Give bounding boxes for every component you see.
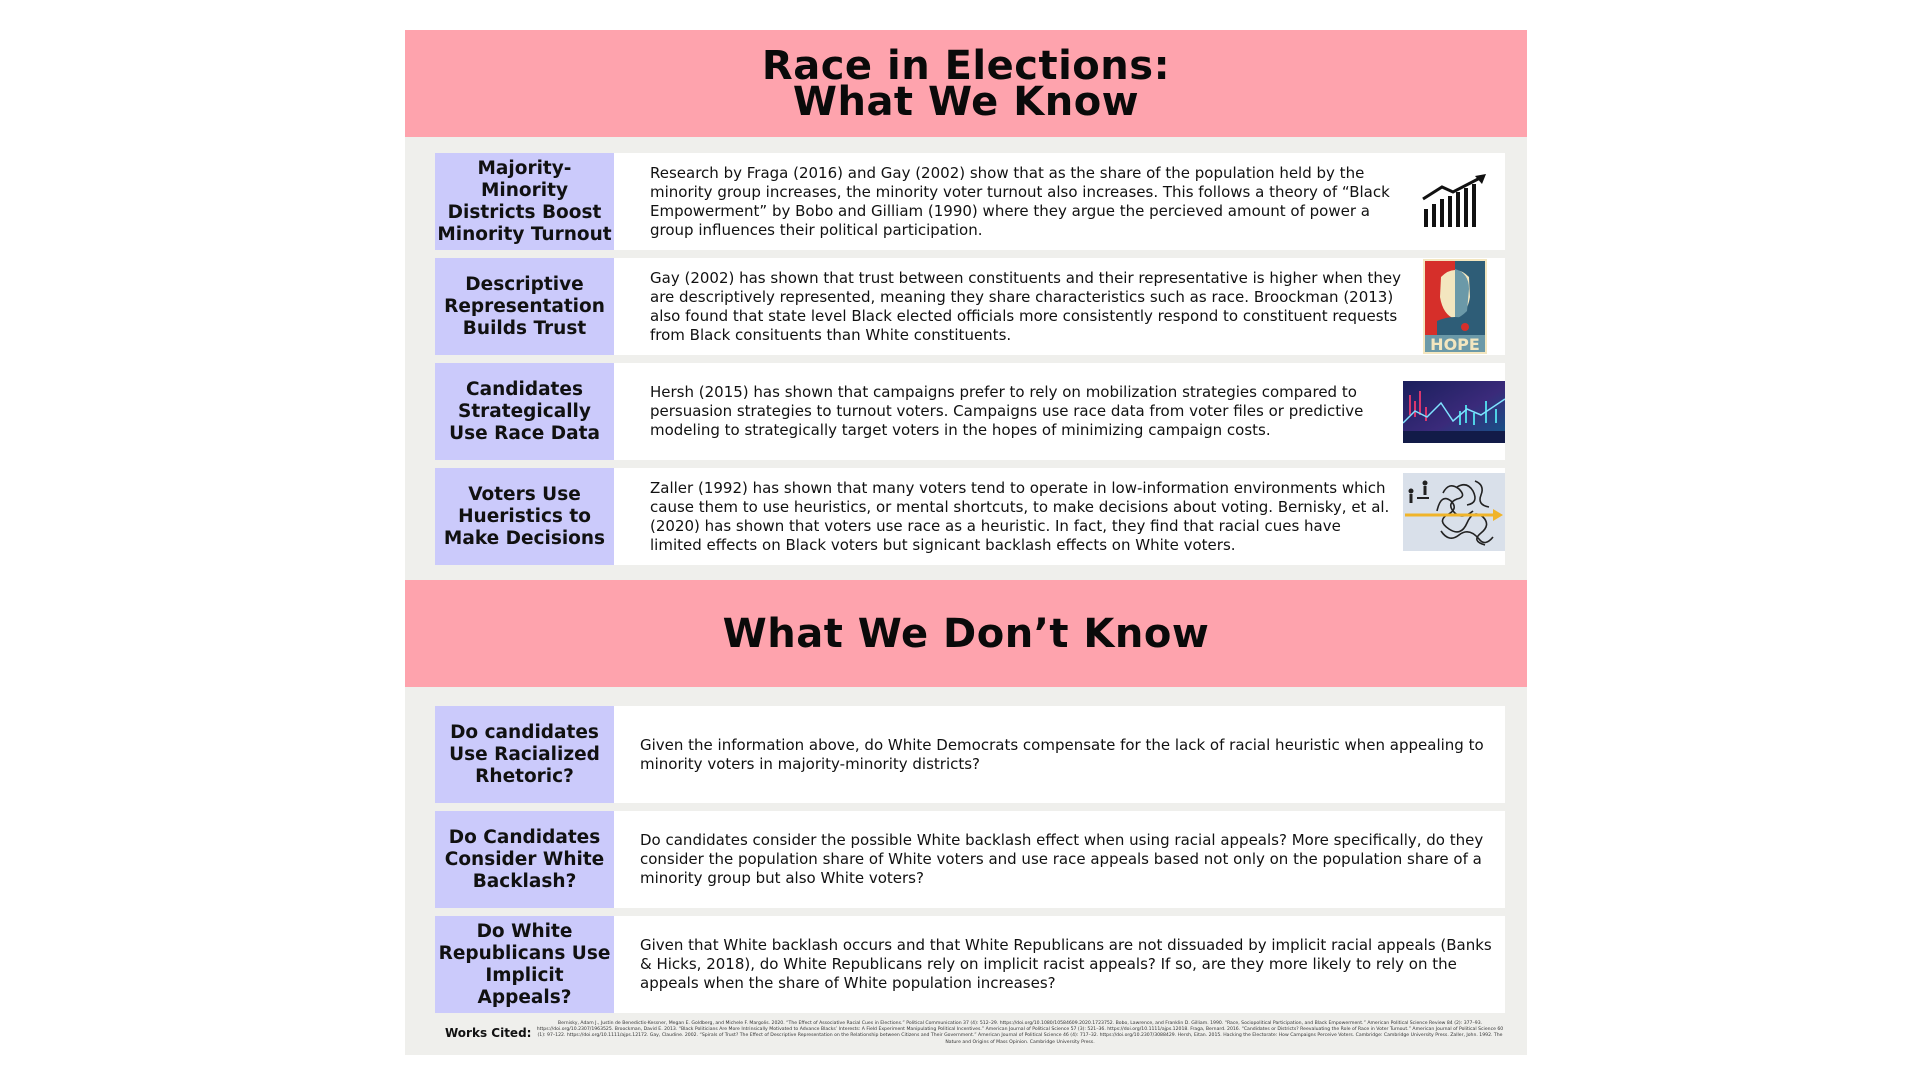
title-line-1: Race in Elections: — [761, 42, 1171, 89]
section-title: What We Don’t Know — [722, 610, 1210, 657]
known-row-majority-minority — [435, 153, 1505, 250]
row-label: Do candidates Use Racialized Rhetoric? — [435, 706, 614, 803]
unknown-row-white-backlash — [435, 811, 1505, 908]
unknown-row-racialized-rhetoric — [435, 706, 1505, 803]
hope-poster-image — [1423, 259, 1487, 354]
page-title — [761, 42, 1171, 125]
data-chart-image — [1403, 381, 1505, 443]
row-label: Majority-Minority Districts Boost Minority Turnout — [435, 153, 614, 250]
row-text: Given the information above, do White Democrats compensate for the lack of racial heuristic when appealing to minority voters in majority-minority districts? — [640, 735, 1484, 773]
row-label: Do White Republicans Use Implicit Appeals? — [435, 916, 614, 1013]
known-row-heuristics — [435, 468, 1505, 565]
known-row-descriptive-representation — [435, 258, 1505, 355]
row-label: Voters Use Hueristics to Make Decisions — [435, 468, 614, 565]
what-we-dont-know-header — [405, 580, 1527, 687]
works-cited-text: Bernisky, Adam J., Justin de Benedictis-Kessner, Megan E. Goldberg, and Michele F. Margolis. 2020. “The Effect of Associative Racial Cues in Elections.” Political Communication 37 (4): 512–29. https://doi.org/10.1080/10584609.2020.1723752. Bobo, Lawrence, and Franklin D. Gilliam. 1990. “Race, Sociopolitical Participation, and Black Empowerment.” American Political Science Review 84 (2): 377–93. https://doi.org/10.2307/1963525. Broockman, David E. 2013. “Black Politicians Are More Intrinsically Motivated to Advance Blacks’ Interests: A Field Experiment Manipulating Political Incentives.” American Journal of Political Science 57 (3): 521–36. https://doi.org/10.1111/ajps.12018. Fraga, Bernard. 2016. “Candidates or Districts? Reevaluating the Role of Race in Voter Turnout.” American Journal of Political Science 60 (1): 97–122. https://doi.org/10.1111/ajps.12172. Gay, Claudine. 2002. “Spirals of Trust? The Effect of Descriptive Representation on the Relationship between Citizens and Their Government.” American Journal of Political Science 46 (4): 717–32. https://doi.org/10.2307/3088429. Hersh, Eitan. 2015. Hacking the Electorate: How Campaigns Perceive Voters. Cambridge: Cambridge University Press. Zaller, John. 1992. The Nature and Origins of Mass Opinion. Cambridge University Press. — [536, 1021, 1504, 1045]
row-label: Descriptive Representation Builds Trust — [435, 258, 614, 355]
row-label: Do Candidates Consider White Backlash? — [435, 811, 614, 908]
row-text: Zaller (1992) has shown that many voters tend to operate in low-information environments which cause them to use heuristics, or mental shortcuts, to make decisions about voting. Bernisky, et al. (2020) has shown that voters use race as a heuristic. In fact, they find that racial cues have limited effects on Black voters but signicant backlash effects on White voters. — [650, 478, 1390, 554]
rising-bar-chart-icon — [1420, 173, 1490, 228]
maze-shortcut-image — [1403, 473, 1505, 551]
hope-poster-label: HOPE — [1430, 335, 1480, 354]
row-text: Hersh (2015) has shown that campaigns prefer to rely on mobilization strategies compared to persuasion strategies to turnout voters. Campaigns use race data from voter files or predictive modeling to strategically target voters in the hopes of minimizing campaign costs. — [650, 383, 1364, 439]
row-text: Given that White backlash occurs and that White Republicans are not dissuaded by implicit racial appeals (Banks & Hicks, 2018), do White Republicans rely on implicit racist appeals? If so, are they more likely to rely on the appeals when the share of White population increases? — [640, 936, 1492, 992]
works-cited — [435, 1020, 1505, 1050]
known-row-race-data — [435, 363, 1505, 460]
row-text: Gay (2002) has shown that trust between constituents and their representative is higher when they are descriptively represented, meaning they share characteristics such as race. Broockman (2013) also found that state level Black elected officials more consistently respond to constituent requests from Black consituents than White constituents. — [650, 268, 1401, 344]
row-label: Candidates Strategically Use Race Data — [435, 363, 614, 460]
poster — [405, 30, 1527, 1055]
works-cited-label: Works Cited: — [445, 1026, 532, 1040]
row-text: Do candidates consider the possible White backlash effect when using racial appeals? More specifically, do they consider the population share of White voters and use race appeals based not only on the population share of a minority group but also White voters? — [640, 831, 1484, 887]
row-text: Research by Fraga (2016) and Gay (2002) show that as the share of the population held by the minority group increases, the minority voter turnout also increases. This follows a theory of “Black Empowerment” by Bobo and Gilliam (1990) where they argue the percieved amount of power a group influences their political participation. — [650, 163, 1390, 239]
unknown-row-implicit-appeals — [435, 916, 1505, 1013]
title-line-2: What We Know — [792, 78, 1140, 125]
what-we-know-header — [405, 30, 1527, 137]
